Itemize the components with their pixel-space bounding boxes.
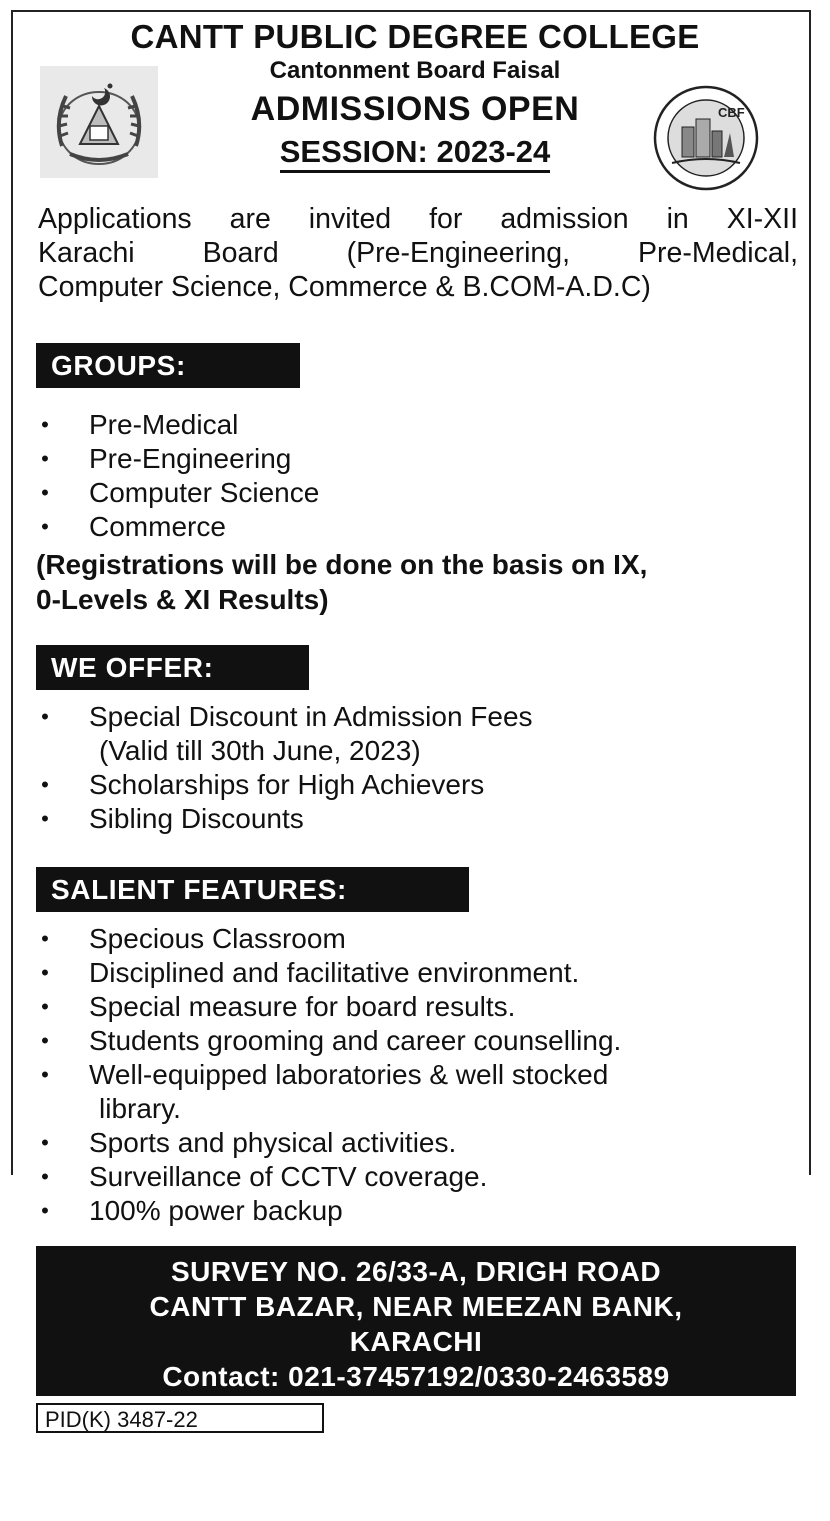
address-line: KARACHI bbox=[349, 1326, 483, 1357]
list-item: • 100% power backup bbox=[33, 1194, 803, 1228]
admissions-heading: ADMISSIONS OPEN bbox=[250, 90, 580, 128]
bullet: • bbox=[41, 926, 49, 951]
address-line: SURVEY NO. 26/33-A, DRIGH ROAD bbox=[170, 1256, 662, 1287]
address-line: CANTT BAZAR, NEAR MEEZAN BANK, bbox=[149, 1291, 683, 1322]
list-item: • Special Discount in Admission Fees bbox=[33, 700, 793, 734]
list-item-continuation: (Valid till 30th June, 2023) bbox=[99, 735, 421, 766]
bullet: • bbox=[41, 704, 49, 729]
college-subtitle: Cantonment Board Faisal bbox=[269, 57, 561, 84]
list-item: • Scholarships for High Achievers bbox=[33, 768, 793, 802]
bullet: • bbox=[41, 412, 49, 437]
list-item: • Pre-Medical bbox=[33, 408, 793, 442]
list-item: • Computer Science bbox=[33, 476, 793, 510]
bullet: • bbox=[41, 772, 49, 797]
bullet: • bbox=[41, 1130, 49, 1155]
note-line: 0-Levels & XI Results) bbox=[36, 584, 329, 615]
list-item: • Students grooming and career counselling. bbox=[33, 1024, 803, 1058]
intro-line: Applications are invited for admission in XI-XII bbox=[38, 203, 798, 235]
pid-label: PID(K) 3487-22 bbox=[36, 1403, 324, 1433]
intro-paragraph bbox=[38, 202, 798, 304]
bullet: • bbox=[41, 960, 49, 985]
list-item: • Specious Classroom bbox=[33, 922, 803, 956]
registration-note bbox=[36, 547, 806, 617]
college-title: CANTT PUBLIC DEGREE COLLEGE bbox=[130, 18, 700, 55]
note-line: (Registrations will be done on the basis on IX, bbox=[36, 549, 648, 580]
bullet: • bbox=[41, 806, 49, 831]
bullet: • bbox=[41, 514, 49, 539]
list-item: • Commerce bbox=[33, 510, 793, 544]
seal-text: CBF bbox=[718, 105, 745, 120]
contact-line: Contact: 021-37457192/0330-2463589 bbox=[162, 1361, 670, 1392]
address-box bbox=[36, 1246, 796, 1396]
list-item: • Sports and physical activities. bbox=[33, 1126, 803, 1160]
list-item-continuation: library. bbox=[99, 1093, 181, 1124]
offer-heading: WE OFFER: bbox=[36, 645, 309, 690]
cbf-seal-icon bbox=[652, 85, 760, 191]
bullet: • bbox=[41, 1164, 49, 1189]
features-list bbox=[33, 922, 803, 1228]
groups-list bbox=[33, 408, 793, 544]
bullet: • bbox=[41, 1198, 49, 1223]
college-emblem-icon bbox=[40, 66, 158, 178]
features-heading: SALIENT FEATURES: bbox=[36, 867, 469, 912]
bullet: • bbox=[41, 994, 49, 1019]
list-item: • Disciplined and facilitative environment. bbox=[33, 956, 803, 990]
bullet: • bbox=[41, 1028, 49, 1053]
bullet: • bbox=[41, 1062, 49, 1087]
intro-line: Computer Science, Commerce & B.COM-A.D.C) bbox=[38, 271, 651, 303]
groups-heading: GROUPS: bbox=[36, 343, 300, 388]
list-item: • Special measure for board results. bbox=[33, 990, 803, 1024]
list-item: • Well-equipped laboratories & well stocked bbox=[33, 1058, 803, 1092]
list-item: • Sibling Discounts bbox=[33, 802, 793, 836]
intro-line: Karachi Board (Pre-Engineering, Pre-Medical, bbox=[38, 237, 798, 269]
bullet: • bbox=[41, 446, 49, 471]
offer-list bbox=[33, 700, 793, 836]
session-text: SESSION: 2023-24 bbox=[280, 134, 551, 173]
list-item: • Surveillance of CCTV coverage. bbox=[33, 1160, 803, 1194]
list-item: • Pre-Engineering bbox=[33, 442, 793, 476]
bullet: • bbox=[41, 480, 49, 505]
